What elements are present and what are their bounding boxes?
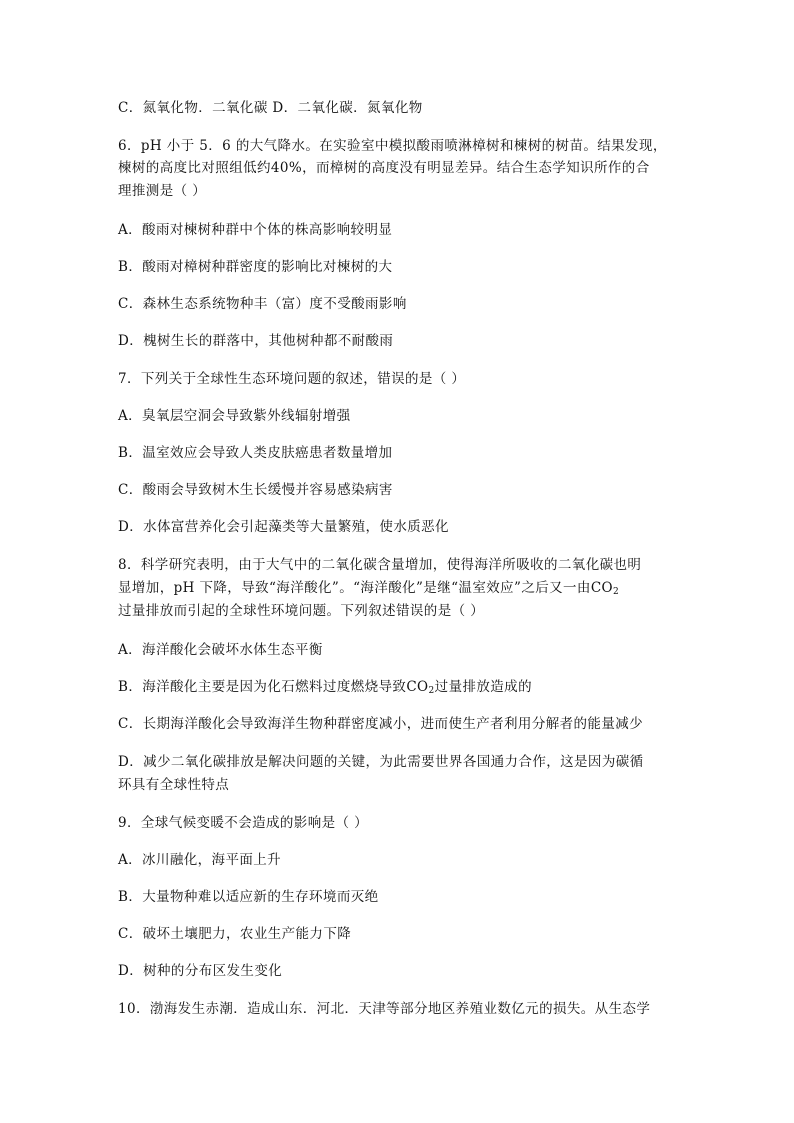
q6-option-b: B．酸雨对樟树种群密度的影响比对楝树的大 xyxy=(118,259,393,275)
q5-options-cd: C．氮氧化物．二氧化碳 D．二氧化碳．氮氧化物 xyxy=(118,100,423,116)
q8-option-b-pre: B．海洋酸化主要是因为化石燃料过度燃烧导致 xyxy=(118,679,407,695)
q6-option-a: A．酸雨对楝树种群中个体的株高影响较明显 xyxy=(118,222,393,238)
q9-option-b: B．大量物种难以适应新的生存环境而灭绝 xyxy=(118,889,379,905)
q8-option-a: A．海洋酸化会破坏水体生态平衡 xyxy=(118,642,323,658)
q6-option-d: D．槐树生长的群落中，其他树种都不耐酸雨 xyxy=(118,333,394,349)
q10-stem-line-1: 10．渤海发生赤潮．造成山东．河北．天津等部分地区养殖业数亿元的损失。从生态学 xyxy=(118,1001,651,1017)
q8-option-b-post: 过量排放造成的 xyxy=(434,679,532,695)
q8-option-d-line-1: D．减少二氧化碳排放是解决问题的关键，为此需要世界各国通力合作，这是因为碳循 xyxy=(118,754,644,770)
q7-option-c: C．酸雨会导致树木生长缓慢并容易感染病害 xyxy=(118,482,393,498)
q6-stem-line-2: 楝树的高度比对照组低约40%，而樟树的高度没有明显差异。结合生态学知识所作的合 xyxy=(118,160,650,176)
q7-option-b: B．温室效应会导致人类皮肤癌患者数量增加 xyxy=(118,445,393,461)
q8-stem-line-2 xyxy=(118,577,688,599)
q8-option-b-co2: CO xyxy=(406,679,429,695)
q9-option-c: C．破坏土壤肥力，农业生产能力下降 xyxy=(118,926,352,942)
q8-option-d-line-2: 环具有全球性特点 xyxy=(118,777,230,793)
q8-stem-line-2-co2-subscript: 2 xyxy=(613,587,620,597)
q8-stem-line-3: 过量排放而引起的全球性环境问题。下列叙述错误的是（ ） xyxy=(118,603,485,619)
q8-stem-line-2-co2: CO xyxy=(590,580,614,596)
q8-option-c: C．长期海洋酸化会导致海洋生物种群密度减小，进而使生产者利用分解者的能量减少 xyxy=(118,716,644,732)
q9-stem: 9．全球气候变暖不会造成的影响是（ ） xyxy=(118,815,368,831)
q6-stem-line-1: 6．pH 小于 5．6 的大气降水。在实验室中模拟酸雨喷淋樟树和楝树的树苗。结果发现， xyxy=(118,138,667,154)
q7-option-a: A．臭氧层空洞会导致紫外线辐射增强 xyxy=(118,408,351,424)
q6-stem-line-3: 理推测是（ ） xyxy=(118,183,207,199)
q8-option-b xyxy=(118,676,688,698)
q7-stem: 7．下列关于全球性生态环境问题的叙述，错误的是（ ） xyxy=(118,371,466,387)
q6-option-c: C．森林生态系统物种丰（富）度不受酸雨影响 xyxy=(118,296,407,312)
q8-stem-line-2-text: 显增加，pH 下降，导致“海洋酸化”。“海洋酸化”是继“温室效应”之后又一由 xyxy=(118,580,591,596)
q8-stem-line-1: 8．科学研究表明，由于大气中的二氧化碳含量增加，使得海洋所吸收的二氧化碳也明 xyxy=(118,557,642,573)
q7-option-d: D．水体富营养化会引起藻类等大量繁殖，使水质恶化 xyxy=(118,519,449,535)
q9-option-a: A．冰川融化，海平面上升 xyxy=(118,852,282,868)
q9-option-d: D．树种的分布区发生变化 xyxy=(118,963,283,979)
q8-option-b-co2-subscript: 2 xyxy=(428,686,435,696)
